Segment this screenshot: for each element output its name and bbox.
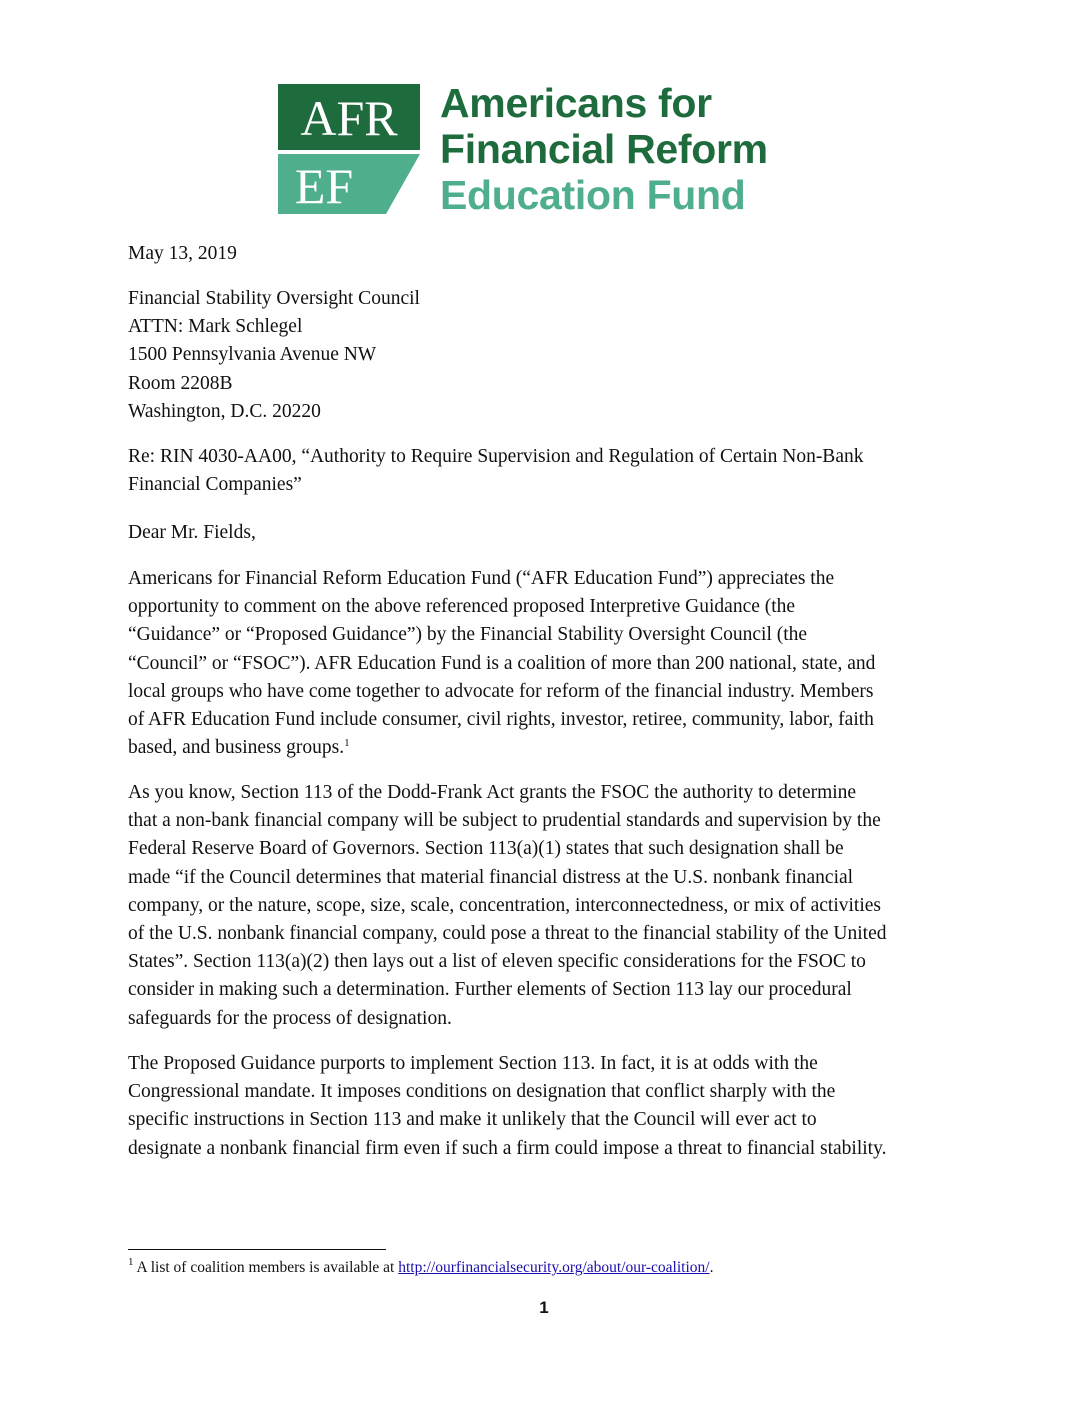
paragraph-line: of the U.S. nonbank financial company, could pose a threat to the financial stability of the United — [128, 923, 887, 945]
paragraph-line: States”. Section 113(a)(2) then lays out a list of eleven specific considerations for the FSOC to — [128, 951, 866, 973]
subject-line — [128, 443, 973, 499]
paragraph-line: made “if the Council determines that material financial distress at the U.S. nonbank financial — [128, 866, 854, 888]
salutation: Dear Mr. Fields, — [128, 522, 256, 543]
paragraph-line: opportunity to comment on the above referenced proposed Interpretive Guidance (the — [128, 596, 796, 618]
letter-date: May 13, 2019 — [128, 243, 237, 264]
paragraph-3 — [128, 1050, 973, 1163]
recipient-address — [128, 285, 973, 426]
recipient-city: Washington, D.C. 20220 — [128, 400, 321, 422]
paragraph-line: that a non-bank financial company will be subject to prudential standards and supervision by the — [128, 810, 881, 832]
paragraph-line: Congressional mandate. It imposes conditions on designation that conflict sharply with the — [128, 1081, 836, 1103]
footnote-number: 1 — [128, 1256, 134, 1268]
logo-mark-afr: AFR — [300, 90, 398, 146]
afr-ef-logo-mark-icon — [278, 84, 420, 214]
paragraph-line: “Guidance” or “Proposed Guidance”) by the Financial Stability Oversight Council (the — [128, 624, 808, 646]
footnote-end: . — [709, 1259, 714, 1276]
subject-line-2: Financial Companies” — [128, 474, 302, 496]
paragraph-line: “Council” or “FSOC”). AFR Education Fund is a coalition of more than 200 national, state, and — [128, 652, 876, 674]
footnote-divider — [128, 1249, 386, 1250]
paragraph-line: safeguards for the process of designation. — [128, 1007, 452, 1029]
paragraph-line: of AFR Education Fund include consumer, civil rights, investor, retiree, community, labor, faith — [128, 709, 874, 731]
recipient-org: Financial Stability Oversight Council — [128, 288, 420, 309]
paragraph-1 — [128, 565, 973, 762]
paragraph-line: As you know, Section 113 of the Dodd-Frank Act grants the FSOC the authority to determine — [128, 782, 857, 803]
paragraph-line: The Proposed Guidance purports to implement Section 113. In fact, it is at odds with the — [128, 1053, 818, 1074]
footnote-reference[interactable]: 1 — [344, 737, 350, 750]
logo-wordmark — [440, 80, 768, 218]
logo-line-3: Education Fund — [440, 172, 746, 218]
subject-line-1: Re: RIN 4030-AA00, “Authority to Require Supervision and Regulation of Certain Non-Bank — [128, 446, 864, 467]
paragraph-line: company, or the nature, scope, size, scale, concentration, interconnectedness, or mix of activities — [128, 894, 881, 916]
paragraph-line: Americans for Financial Reform Education Fund (“AFR Education Fund”) appreciates the — [128, 568, 835, 589]
coalition-link[interactable]: http://ourfinancialsecurity.org/about/our-coalition/ — [398, 1259, 710, 1276]
logo-mark-ef: EF — [294, 158, 354, 214]
paragraph-line-last — [128, 734, 973, 762]
footnote — [128, 1258, 713, 1278]
footnote-text: A list of coalition members is available at — [133, 1259, 399, 1276]
paragraph-2 — [128, 779, 973, 1033]
paragraph-line: Federal Reserve Board of Governors. Section 113(a)(1) states that such designation shall be — [128, 838, 844, 860]
page-number: 1 — [539, 1298, 549, 1317]
logo-line-2: Financial Reform — [440, 126, 768, 172]
paragraph-line-text: based, and business groups. — [128, 737, 345, 759]
paragraph-line: consider in making such a determination. Further elements of Section 113 lay our procedural — [128, 979, 852, 1001]
recipient-attn: ATTN: Mark Schlegel — [128, 316, 303, 338]
paragraph-line: local groups who have come together to advocate for reform of the financial industry. Members — [128, 680, 874, 702]
recipient-street: 1500 Pennsylvania Avenue NW — [128, 344, 377, 366]
paragraph-line: designate a nonbank financial firm even if such a firm could impose a threat to financial stability. — [128, 1137, 887, 1159]
paragraph-line: specific instructions in Section 113 and make it unlikely that the Council will ever act to — [128, 1109, 817, 1131]
afr-ef-logo — [278, 80, 798, 220]
logo-line-1: Americans for — [440, 80, 712, 126]
recipient-room: Room 2208B — [128, 372, 233, 394]
